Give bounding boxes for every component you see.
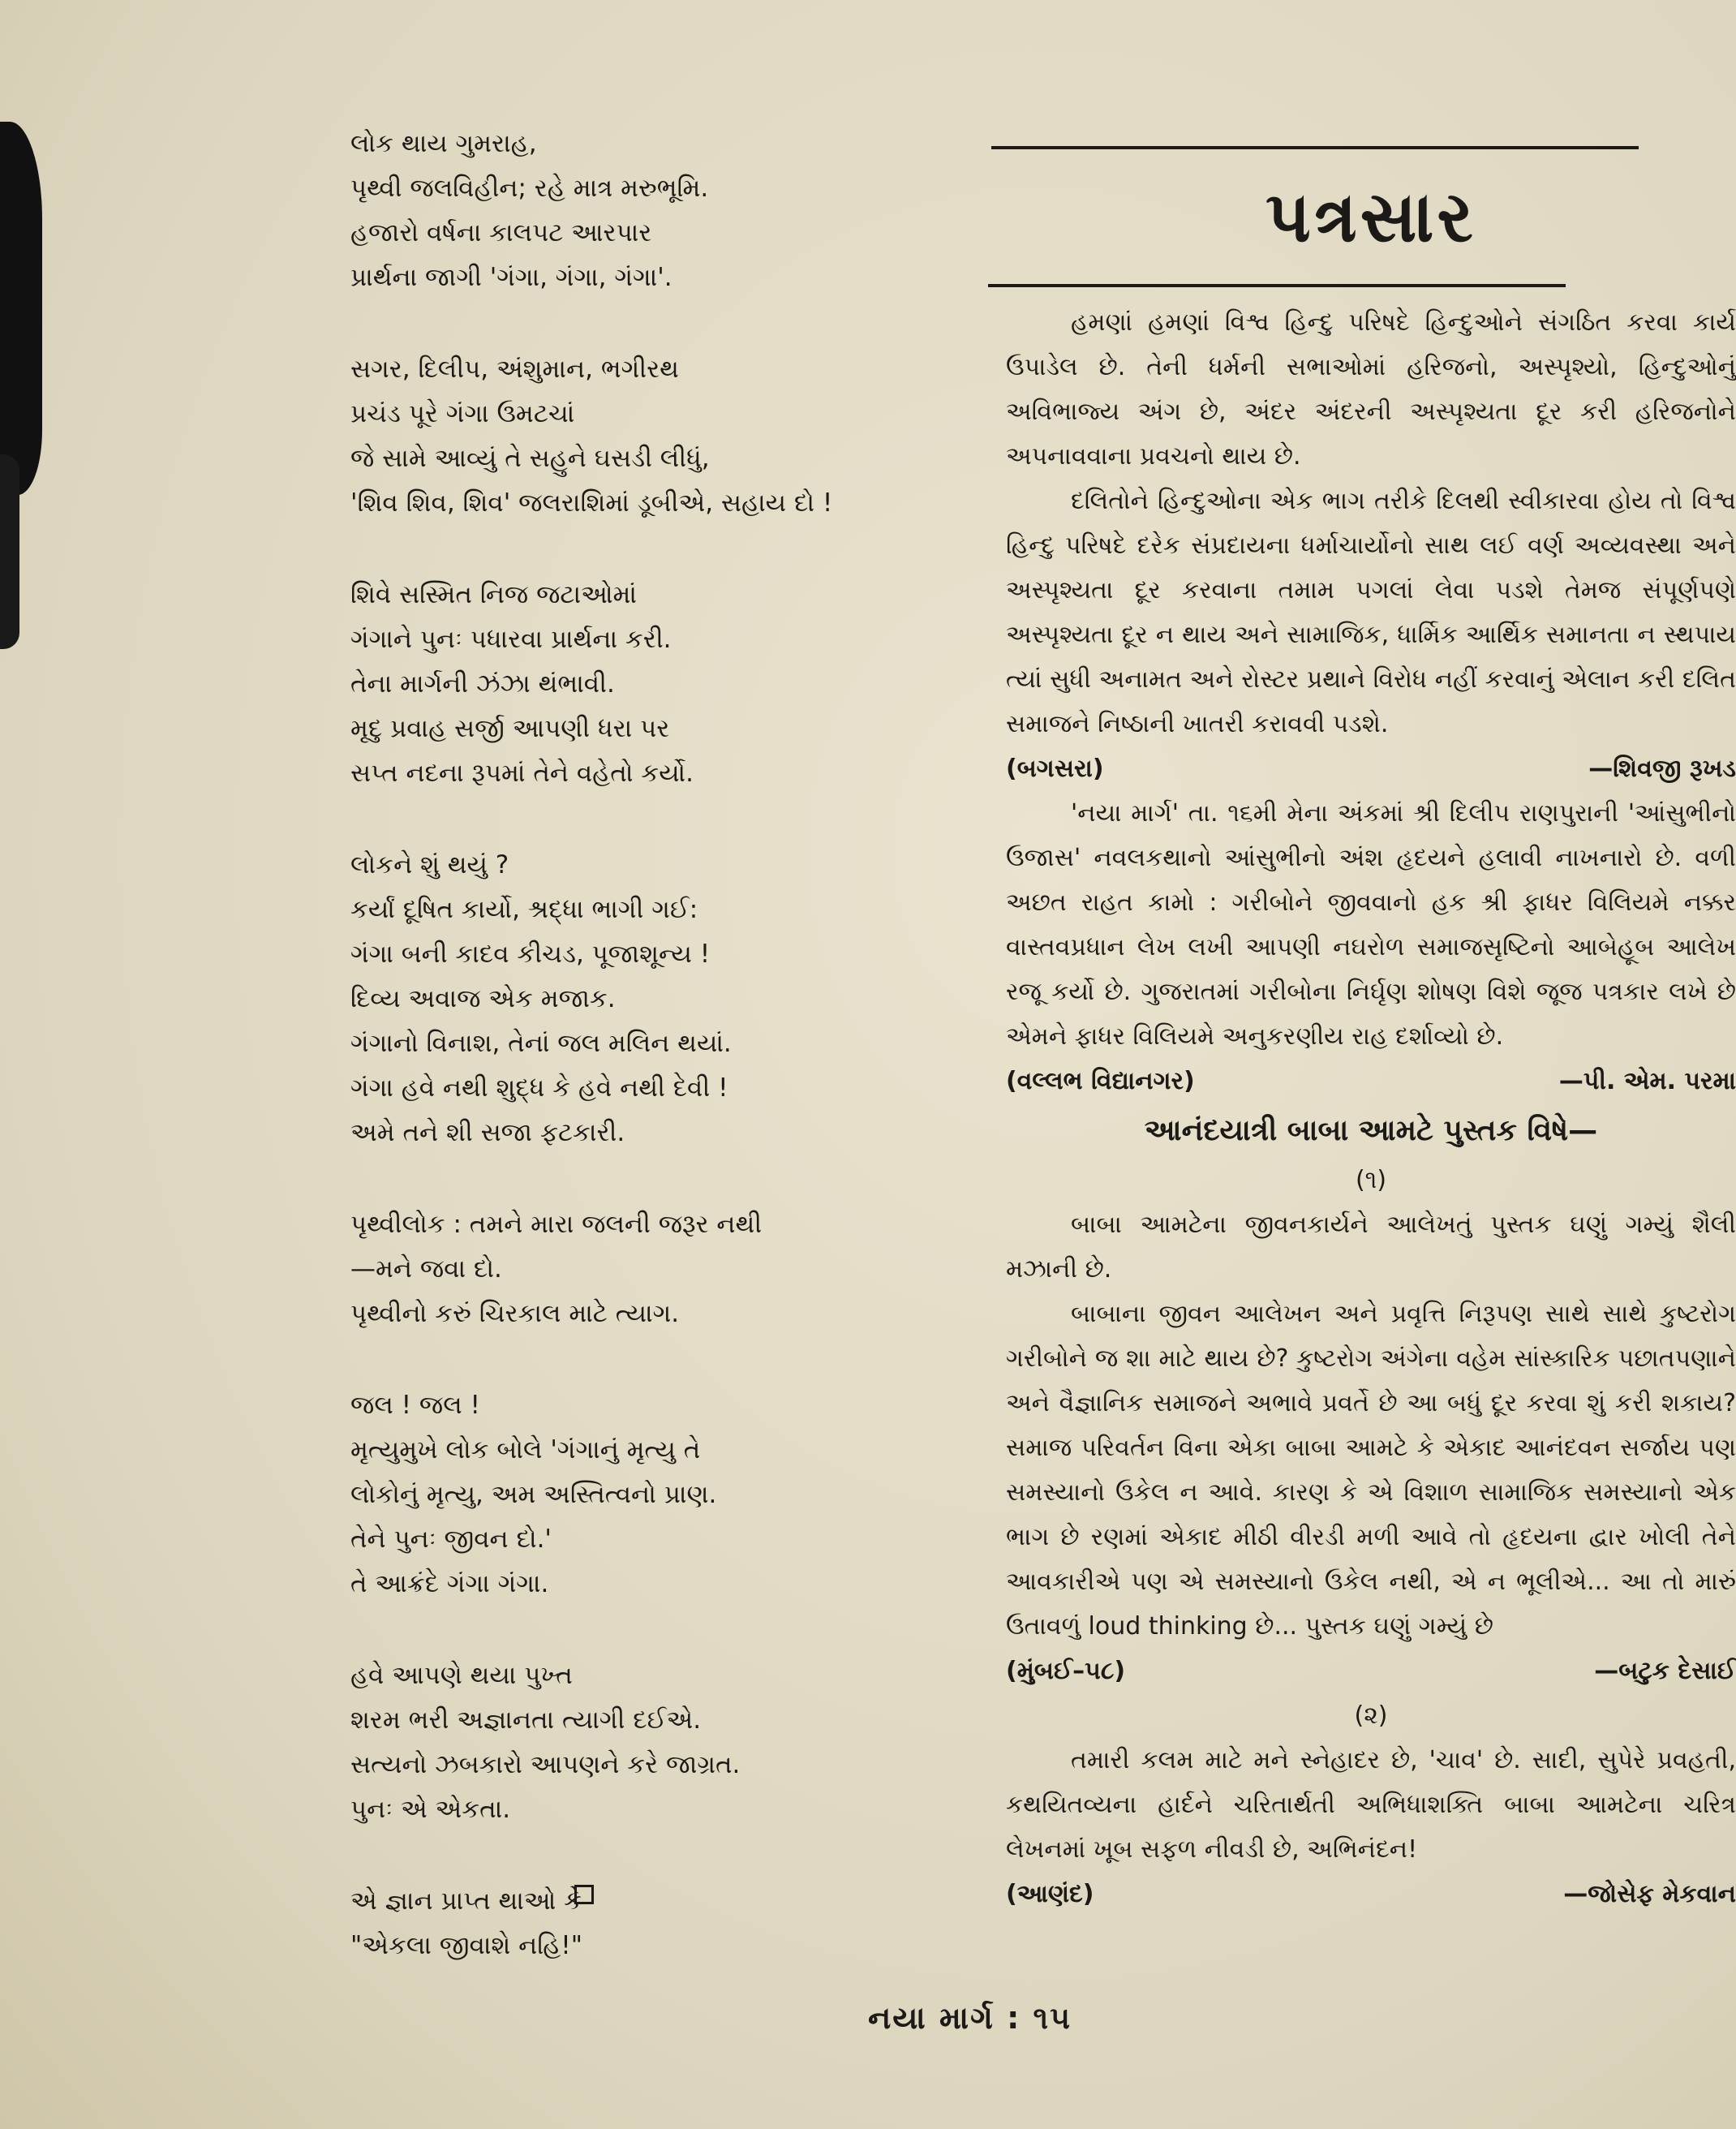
poem-line: સપ્ત નદના રૂપમાં તેને વહેતો કર્યો. bbox=[350, 759, 694, 788]
reviews-list bbox=[1006, 1158, 1736, 1916]
letter-paragraph: દલિતોને હિન્દુઓના એક ભાગ તરીકે દિલથી સ્વીકારવા હોય તો વિશ્વ હિન્દુ પરિષદે દરેક સંપ્રદાયના ધર્માચાર્યોનો સાથ લઈ વર્ણ અવ્યવસ્થા અને અસ્પૃશ્યતા દૂર કરવાના તમામ પગલાં લેવા પડશે તેમજ સંપૂર્ણપણે અસ્પૃશ્યતા દૂર ન થાય અને સામાજિક, ધાર્મિક આર્થિક સમાનતા ન સ્થપાય ત્યાં સુધી અનામત અને રોસ્ટર પ્રથાને વિરોધ નહીં કરવાનું એલાન કરી દલિત સમાજને નિષ્ઠાની ખાતરી કરાવવી પડશે. bbox=[1006, 487, 1736, 738]
poem-line: તેના માર્ગની ઝંઝા થંભાવી. bbox=[350, 669, 615, 699]
letter-paragraph: હમણાં હમણાં વિશ્વ હિન્દુ પરિષદે હિન્દુઓને સંગઠિત કરવા કાર્ય ઉપાડેલ છે. તેની ધર્મની સભાઓમાં હરિજનો, અસ્પૃશ્યો, હિન્દુઓનું અવિભાજ્ય અંગ છે, અંદર અંદરની અસ્પૃશ્યતા દૂર કરી હરિજનોને અપનાવવાના પ્રવચનો થાય છે. bbox=[1006, 308, 1736, 471]
poem-stanza bbox=[350, 573, 918, 796]
letter-author: —શિવજી રૂખડ bbox=[1588, 755, 1736, 783]
poem-line: સગર, દિલીપ, અંશુમાન, ભગીરથ bbox=[350, 355, 679, 384]
poem-line: લોકોનું મૃત્યુ, અમ અસ્તિત્વનો પ્રાણ. bbox=[350, 1480, 717, 1509]
letter-place: (આણંદ) bbox=[1006, 1880, 1094, 1908]
letter-author: —બટુક દેસાઈ bbox=[1594, 1657, 1736, 1685]
letters-column bbox=[1006, 300, 1736, 1916]
letter-paragraph: બાબાના જીવન આલેખન અને પ્રવૃત્તિ નિરૂપણ સાથે સાથે કુષ્ટરોગ ગરીબોને જ શા માટે થાય છે? કુષ્ટરોગ અંગેના વહેમ સાંસ્કારિક પછાતપણાને અને વૈજ્ઞાનિક સમાજને અભાવે પ્રવર્તે છે આ બધું દૂર કરવા શું કરી શકાય? સમાજ પરિવર્તન વિના એકા બાબા આમટે કે એકાદ આનંદવન સર્જાય પણ સમસ્યાનો ઉકેલ ન આવે. કારણ કે એ વિશાળ સામાજિક સમસ્યાનો એક ભાગ છે રણમાં એકાદ મીઠી વીરડી મળી આવે તો હૃદયના દ્વાર ખોલી તેને આવકારીએ પણ એ સમસ્યાનો ઉકેલ નથી, એ ન ભૂલીએ... આ તો મારું ઉતાવળું loud thinking છે... પુસ્તક ઘણું ગમ્યું છે bbox=[1006, 1300, 1736, 1641]
letter-paragraph: 'નયા માર્ગ' તા. ૧૬મી મેના અંકમાં શ્રી દિલીપ રાણપુરાની 'આંસુભીનો ઉજાસ' નવલકથાનો આંસુભીનો અંશ હૃદયને હલાવી નાખનારો છે. વળી અછત રાહત કામો : ગરીબોને જીવવાનો હક શ્રી ફાધર વિલિયમે નક્કર વાસ્તવપ્રધાન લેખ લખી આપણી નઘરોળ સમાજસૃષ્ટિનો આબેહૂબ આલેખ રજૂ કર્યો છે. ગુજરાતમાં ગરીબોના નિર્ઘૃણ શોષણ વિશે જૂજ પત્રકાર લખે છે એમને ફાધર વિલિયમે અનુકરણીય રાહ દર્શાવ્યો છે. bbox=[1006, 799, 1736, 1051]
poem-stanza bbox=[350, 347, 918, 526]
end-mark bbox=[574, 1885, 594, 1904]
poem-stanza bbox=[350, 1202, 918, 1336]
signature-row bbox=[1006, 1649, 1736, 1693]
poem-line: પૃથ્વી જલવિહીન; રહે માત્ર મરુભૂમિ. bbox=[350, 174, 709, 203]
poem-line: ગંગાનો વિનાશ, તેનાં જલ મલિન થયાં. bbox=[350, 1029, 732, 1058]
letter-place: (વલ્લભ વિદ્યાનગર) bbox=[1006, 1067, 1195, 1095]
poem-line: કર્યાં દૂષિત કાર્યો, શ્રદ્ધા ભાગી ગઈ: bbox=[350, 895, 698, 924]
poem-line: સત્યનો ઝબકારો આપણને કરે જાગ્રત. bbox=[350, 1750, 741, 1779]
poem-line: પૃથ્વીલોક : તમને મારા જલની જરૂર નથી bbox=[350, 1210, 763, 1239]
poem-line: જે સામે આવ્યું તે સહુને ઘસડી લીધું, bbox=[350, 444, 710, 473]
review-item bbox=[1006, 1158, 1736, 1693]
poem-line: 'શિવ શિવ, શિવ' જલરાશિમાં ડૂબીએ, સહાય દો ! bbox=[350, 488, 833, 518]
poem-stanza bbox=[350, 1383, 918, 1606]
poem-line: ગંગા હવે નથી શુદ્ધ કે હવે નથી દેવી ! bbox=[350, 1073, 728, 1103]
poem-line: "એકલા જીવાશે નહિ!" bbox=[350, 1931, 582, 1960]
signature-row bbox=[1006, 1872, 1736, 1916]
poem-line: શરમ ભરી અજ્ઞાનતા ત્યાગી દઈએ. bbox=[350, 1705, 702, 1735]
poem-line: હવે આપણે થયા પુખ્ત bbox=[350, 1661, 573, 1690]
letter-item bbox=[1006, 791, 1736, 1103]
poem-line: અમે તને શી સજા ફટકારી. bbox=[350, 1118, 625, 1147]
review-number: (૨) bbox=[1354, 1701, 1388, 1730]
poem-stanza bbox=[350, 1654, 918, 1832]
poem-line: પુનઃ એ એકતા. bbox=[350, 1795, 511, 1824]
poem-line: એ જ્ઞાન પ્રાપ્ત થાઓ કે bbox=[350, 1886, 582, 1916]
poem-line: દિવ્ય અવાજ એક મજાક. bbox=[350, 984, 616, 1013]
poem-line: હજારો વર્ષના કાલપટ આરપાર bbox=[350, 218, 652, 247]
signature-row bbox=[1006, 746, 1736, 791]
letter-item bbox=[1006, 300, 1736, 791]
poem-column bbox=[350, 122, 918, 2015]
title-rule-top bbox=[991, 146, 1639, 149]
review-number: (૧) bbox=[1355, 1166, 1387, 1194]
letter-paragraph: બાબા આમટેના જીવનકાર્યને આલેખતું પુસ્તક ઘણું ગમ્યું શૈલી મઝાની છે. bbox=[1006, 1211, 1736, 1284]
poem-line: તેને પુનઃ જીવન દો.' bbox=[350, 1525, 552, 1554]
poem-stanza bbox=[350, 843, 918, 1155]
torn-page-edge bbox=[0, 122, 42, 495]
poem-line: શિવે સસ્મિત નિજ જટાઓમાં bbox=[350, 580, 637, 609]
poem-line: —મને જવા દો. bbox=[350, 1254, 502, 1284]
poem-line: પ્રચંડ પૂરે ગંગા ઉમટચાં bbox=[350, 399, 575, 428]
poem-line: મૃદુ પ્રવાહ સર્જી આપણી ધરા પર bbox=[350, 714, 670, 743]
page-footer: નયા માર્ગ : ૧૫ bbox=[868, 2000, 1072, 2036]
letter-author: —પી. એમ. પરમા bbox=[1558, 1067, 1736, 1095]
poem-line: પ્રાર્થના જાગી 'ગંગા, ગંગા, ગંગા'. bbox=[350, 263, 672, 292]
subheading: આનંદયાત્રી બાબા આમટે પુસ્તક વિષે— bbox=[1144, 1114, 1598, 1147]
poem-line: ગંગા બની કાદવ કીચડ, પૂજાશૂન્ય ! bbox=[350, 940, 711, 969]
poem-line: લોક થાય ગુમરાહ, bbox=[350, 129, 537, 158]
review-item bbox=[1006, 1693, 1736, 1916]
poem-line: મૃત્યુમુખે લોક બોલે 'ગંગાનું મૃત્યુ તે bbox=[350, 1435, 701, 1464]
letter-place: (બગસરા) bbox=[1006, 755, 1104, 783]
poem-line: જલ ! જલ ! bbox=[350, 1391, 480, 1420]
letters-list bbox=[1006, 300, 1736, 1103]
section-title: પત્રસાર bbox=[1265, 177, 1476, 258]
signature-row bbox=[1006, 1059, 1736, 1103]
poem-stanza bbox=[350, 122, 918, 300]
letter-place: (મુંબઈ–૫૮) bbox=[1006, 1657, 1126, 1685]
poem-line: લોકને શું થયું ? bbox=[350, 850, 509, 880]
poem-line: પૃથ્વીનો કરું ચિરકાલ માટે ત્યાગ. bbox=[350, 1299, 680, 1328]
poem-line: તે આક્રંદે ગંગા ગંગા. bbox=[350, 1569, 549, 1598]
title-rule-bottom bbox=[988, 284, 1566, 287]
torn-page-edge bbox=[0, 454, 19, 649]
poem-line: ગંગાને પુનઃ પધારવા પ્રાર્થના કરી. bbox=[350, 625, 672, 654]
poem-stanza bbox=[350, 1879, 918, 1968]
letter-paragraph: તમારી કલમ માટે મને સ્નેહાદર છે, 'ચાવ' છે. સાદી, સુપેરે પ્રવહતી, કથયિતવ્યના હાર્દને ચરિતાર્થતી અભિધાશક્તિ બાબા આમટેના ચરિત્ર લેખનમાં ખૂબ સફળ નીવડી છે, અભિનંદન! bbox=[1006, 1746, 1736, 1864]
letter-author: —જોસેફ મેકવાન bbox=[1563, 1880, 1736, 1908]
